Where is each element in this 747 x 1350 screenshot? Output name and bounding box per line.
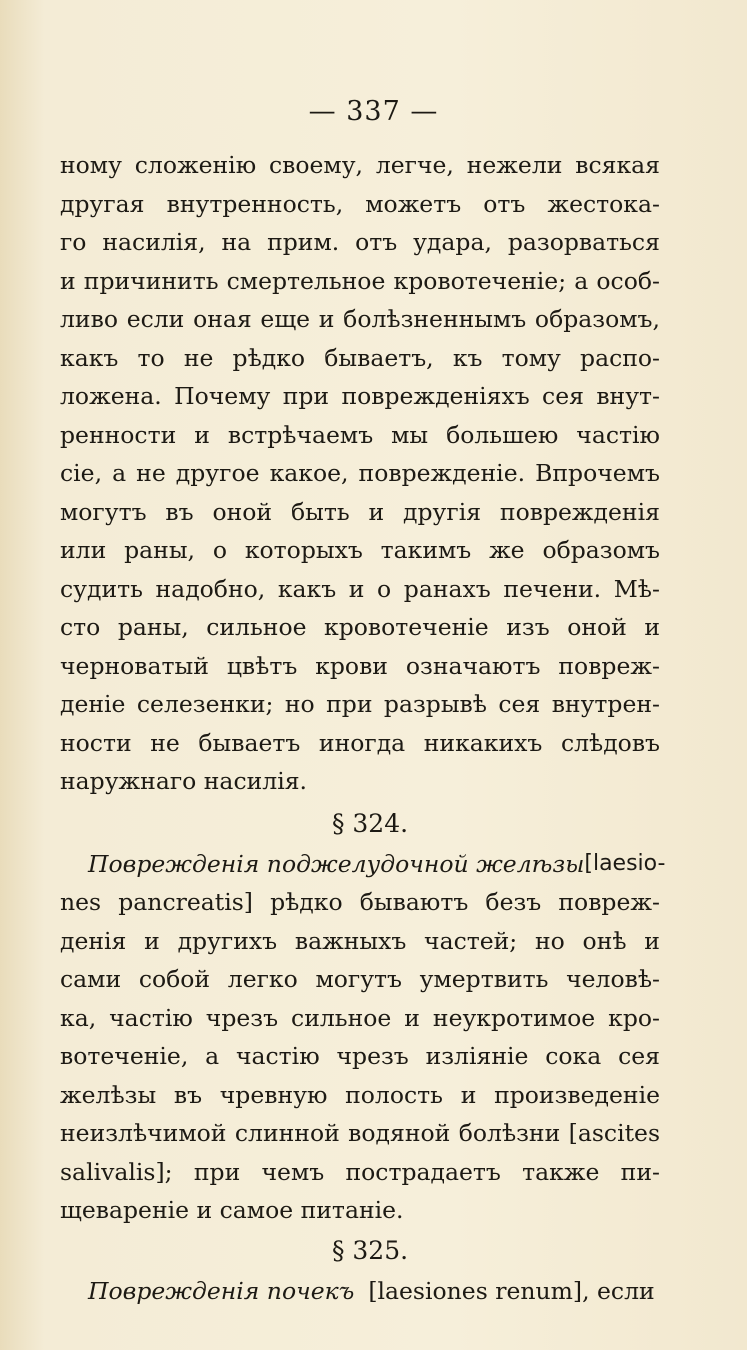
text-line <box>60 1076 660 1115</box>
word: внут- <box>596 382 660 410</box>
word: на <box>221 228 252 256</box>
word: оной <box>212 497 273 526</box>
word: а <box>112 459 127 487</box>
word: а <box>205 1042 220 1070</box>
word: рѣдко <box>270 888 343 916</box>
text-line <box>60 999 660 1038</box>
word: или <box>60 536 107 564</box>
word: смертельное <box>226 266 386 295</box>
word: чревную <box>219 1080 328 1109</box>
word: [ascites <box>568 1119 660 1147</box>
text-line <box>60 339 660 378</box>
text-line <box>60 223 660 262</box>
word: насилія, <box>102 228 206 256</box>
word: поврежденіе. <box>358 459 526 487</box>
word: въ <box>173 1080 203 1109</box>
word: и <box>318 305 335 333</box>
text-line <box>60 960 660 999</box>
word: легче, <box>375 151 454 179</box>
word: частію <box>109 1003 193 1032</box>
word: неизлѣчимой <box>60 1119 227 1147</box>
word: оной <box>567 613 627 641</box>
word: ложена. <box>60 382 162 410</box>
section-324-lead-title: Поврежденія поджелудочной желѣзы <box>88 849 585 878</box>
word: изъ <box>506 613 550 641</box>
word: ливо <box>60 305 118 333</box>
word: пострадаетъ <box>345 1157 501 1186</box>
word: денія <box>60 926 127 955</box>
word: къ <box>452 343 483 372</box>
text-line <box>60 1037 660 1076</box>
text-line <box>60 724 660 763</box>
word: мы <box>391 420 429 449</box>
page-number: — 337 — <box>308 96 439 127</box>
word: раны, <box>117 613 189 641</box>
text-line: щевареніе и самое питаніе. <box>60 1196 404 1224</box>
word: изліяніе <box>425 1042 529 1070</box>
word: другихъ <box>177 926 278 955</box>
word: nes <box>60 888 102 916</box>
word: сами <box>60 965 122 993</box>
text-line <box>60 262 660 301</box>
word: причинить <box>83 266 219 295</box>
word: сока <box>545 1042 602 1070</box>
word: бываютъ <box>359 888 469 916</box>
word: и <box>348 574 365 603</box>
word: кровотеченіе <box>324 613 489 641</box>
word: то <box>137 343 165 372</box>
word: распо- <box>580 343 660 372</box>
word: какъ <box>277 574 337 603</box>
text-line <box>60 146 660 185</box>
word: черноватый <box>60 651 209 680</box>
word: встрѣчаемъ <box>227 420 374 449</box>
word: ному <box>60 151 122 179</box>
word: не <box>183 343 214 372</box>
word: не <box>150 728 180 757</box>
word: при <box>282 382 330 410</box>
word: жестока- <box>547 189 660 218</box>
word: рѣдко <box>232 343 306 372</box>
text-line <box>60 1153 660 1192</box>
word: селезенки; <box>136 690 274 718</box>
word: частей; <box>424 926 518 955</box>
word: повреж- <box>558 888 660 916</box>
word: чрезъ <box>205 1003 279 1032</box>
word: онѣ <box>582 926 627 955</box>
word: неукротимое <box>432 1003 596 1032</box>
word: произведеніе <box>494 1080 660 1109</box>
word: собой <box>138 965 211 993</box>
word: сея <box>498 690 541 718</box>
word: ранахъ <box>403 574 491 603</box>
text-line <box>60 493 660 532</box>
text-line <box>60 185 660 224</box>
word: такимъ <box>380 536 472 564</box>
word: водяной <box>348 1119 451 1147</box>
word: болѣзненнымъ <box>343 305 527 333</box>
paragraph-continued <box>60 146 660 801</box>
word: о <box>377 574 392 603</box>
section-heading-325: § 325. <box>331 1235 409 1265</box>
word: особ- <box>596 266 660 295</box>
text-line: наружнаго насилія. <box>60 767 308 795</box>
word: какъ <box>60 343 119 372</box>
word: ка, <box>60 1003 97 1032</box>
word: и <box>644 926 660 955</box>
word: деніе <box>60 690 126 718</box>
word: нежели <box>466 151 563 179</box>
word: надобно, <box>155 574 266 603</box>
text-line <box>60 416 660 455</box>
word: го <box>60 228 87 256</box>
section-325-lead-rest: [laesiones renum], если <box>368 1276 655 1305</box>
text-line <box>60 570 660 609</box>
word: salivalis]; <box>60 1157 173 1186</box>
word: другія <box>403 497 482 526</box>
word: и <box>144 926 160 955</box>
page-body <box>60 146 666 1310</box>
word: разорваться <box>507 228 660 256</box>
word: болѣзни <box>458 1119 561 1147</box>
word: при <box>326 690 373 718</box>
word: вотеченіе, <box>60 1042 189 1070</box>
word: другое <box>175 459 260 487</box>
word: также <box>522 1157 600 1186</box>
word: поврежденія <box>499 497 660 526</box>
word: слинной <box>234 1119 340 1147</box>
word: Почему <box>174 382 271 410</box>
word: легко <box>227 965 298 993</box>
word: прим. <box>267 228 340 256</box>
word: тому <box>501 343 561 372</box>
text-line <box>60 454 660 493</box>
word: своему, <box>268 151 364 179</box>
word: бываетъ <box>198 728 301 757</box>
word: сильное <box>206 613 307 641</box>
word: же <box>489 536 525 564</box>
section-325-lead-title: Поврежденія почекъ <box>88 1276 355 1305</box>
word: но <box>534 926 565 955</box>
section-324-paragraph <box>60 845 666 1230</box>
word: цвѣтъ <box>226 651 298 680</box>
word: могутъ <box>60 497 147 526</box>
word: но <box>284 690 315 718</box>
word: образомъ <box>542 536 660 564</box>
text-line <box>60 647 660 686</box>
word: слѣдовъ <box>560 728 660 757</box>
word: человѣ- <box>566 965 660 993</box>
word: быть <box>290 497 350 526</box>
word: внутренность, <box>166 189 344 218</box>
word: сея <box>542 382 584 410</box>
word: оная <box>193 305 252 333</box>
section-325-paragraph <box>60 1272 660 1311</box>
word: а <box>574 266 589 295</box>
word: внутрен- <box>551 690 660 718</box>
word: повреж- <box>558 651 660 680</box>
word: чемъ <box>261 1157 325 1186</box>
word: и <box>194 420 210 449</box>
word: всякая <box>575 151 660 179</box>
word: разрывѣ <box>383 690 487 718</box>
word: безъ <box>485 888 542 916</box>
word: важныхъ <box>294 926 407 955</box>
word: иногда <box>318 728 406 757</box>
word: образомъ, <box>534 305 660 333</box>
text-line <box>60 377 660 416</box>
word: еще <box>260 305 311 333</box>
text-line <box>60 300 660 339</box>
word: и <box>644 613 660 641</box>
word: при <box>193 1157 241 1186</box>
word: могутъ <box>315 965 402 993</box>
text-line <box>60 1114 660 1153</box>
word: чрезъ <box>336 1042 409 1070</box>
section-heading-324: § 324. <box>331 808 409 838</box>
word: пи- <box>620 1157 660 1186</box>
word: сея <box>618 1042 660 1070</box>
word: судить <box>60 574 143 603</box>
word: крови <box>315 651 388 680</box>
word: Мѣ- <box>613 574 660 603</box>
word: никакихъ <box>423 728 543 757</box>
text-line-lead <box>60 1272 660 1311</box>
section-324-lead-latin: [laesio- <box>584 850 666 876</box>
text-line <box>60 531 660 570</box>
word: ренности <box>60 420 177 449</box>
word: pancreatis] <box>118 888 253 916</box>
word: большею <box>446 420 559 449</box>
word: желѣзы <box>60 1080 157 1109</box>
word: означаютъ <box>405 651 541 680</box>
word: бываетъ, <box>324 343 434 372</box>
word: поврежденіяхъ <box>341 382 530 410</box>
word: частію <box>576 420 660 449</box>
word: сложенію <box>134 151 257 179</box>
word: сто <box>60 613 101 641</box>
word: отъ <box>355 228 398 256</box>
word: раны, <box>124 536 195 564</box>
word: кровотеченіе; <box>393 266 567 295</box>
text-line <box>60 922 660 961</box>
text-line <box>60 883 660 922</box>
text-line-lead <box>60 845 666 884</box>
word: кро- <box>608 1003 660 1032</box>
word: которыхъ <box>244 536 363 564</box>
word: Впрочемъ <box>535 459 660 487</box>
word: не <box>136 459 166 487</box>
text-line <box>60 685 660 724</box>
word: умертвить <box>419 965 549 993</box>
word: сильное <box>291 1003 392 1032</box>
word: и <box>460 1080 477 1109</box>
word: и <box>60 266 76 295</box>
word: другая <box>60 189 145 218</box>
word: печени. <box>503 574 602 603</box>
word: можетъ <box>365 189 462 218</box>
word: и <box>368 497 385 526</box>
word: о <box>212 536 227 564</box>
word: полость <box>345 1080 443 1109</box>
word: отъ <box>483 189 526 218</box>
word: удара, <box>413 228 492 256</box>
word: въ <box>165 497 194 526</box>
word: ности <box>60 728 132 757</box>
word: частію <box>235 1042 320 1070</box>
word: сіе, <box>60 459 103 487</box>
word: если <box>126 305 185 333</box>
text-line <box>60 608 660 647</box>
word: какое, <box>269 459 349 487</box>
word: и <box>404 1003 420 1032</box>
